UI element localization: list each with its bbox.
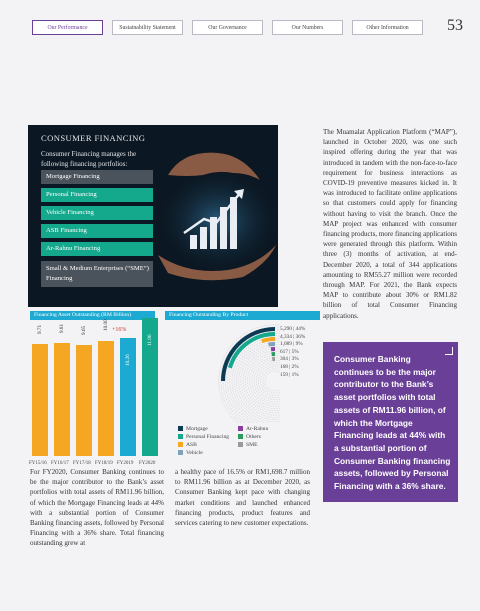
bar-value-label: 11.96: [147, 334, 153, 347]
legend-item: [178, 426, 208, 432]
donut-value-label: 304 | 3%: [280, 356, 299, 363]
portfolio-item: Mortgage Financing: [41, 170, 153, 184]
portfolio-item: Ar-Rahnu Financing: [41, 242, 153, 256]
bar-value-label: 10.00: [103, 319, 109, 331]
nav-sustainability-statement[interactable]: Sustainability Statement: [112, 20, 183, 35]
bar-value-label: 9.65: [81, 325, 87, 336]
legend-label: SME: [246, 442, 258, 448]
x-tick-label: FY2019: [117, 461, 134, 466]
donut-gridline: [263, 369, 280, 393]
bar-value-label: 9.71: [37, 325, 43, 335]
nav-our-performance[interactable]: Our Performance: [32, 20, 103, 35]
left-paragraph: For FY2020, Consumer Banking continues to be the major contributor to the Bank’s asset portfolios with total assets of RM11.96 billion, of which the Mortgage Financing leads at 44% with a substantial portion of Consumer Banking financing assets, followed by Personal Financing with a 36% share. Total financing outstanding grew at: [30, 468, 164, 548]
donut-value-label: 168 | 2%: [280, 364, 299, 370]
callout-text: Consumer Banking continues to be the major contributor to the Bank’s asset portfolios with total assets of RM11.96 billion, of which the Mortgage Financing leads at 44% with a substantial portion of Consumer Banking financing assets, followed by Personal Financing with a 36% share.: [334, 354, 451, 492]
page-number: 53: [447, 17, 463, 34]
bar: [98, 341, 114, 456]
bar-value-label: 10.26: [125, 354, 131, 366]
nav-our-governance[interactable]: Our Governance: [192, 20, 263, 35]
legend-item: [238, 434, 261, 440]
portfolio-item: Vehicle Financing: [41, 206, 153, 220]
nav-other-information[interactable]: Other Information: [352, 20, 423, 35]
growth-annotation: +16%: [112, 327, 127, 333]
x-tick-label: FY16/17: [51, 461, 69, 466]
portfolio-item: ASB Financing: [41, 224, 153, 238]
legend-swatch: [178, 450, 183, 455]
map-paragraph: The Muamalat Application Platform (“MAP”), launched in October 2020, was one such inspired offering during the year that was introduced in tandem with the non-face-to-face requirement for business interactions as COVID-19 preventive measures kicked in. It was introduced to facilitate online applications so that customers could apply for financing without having to visit the branch. Once the MAP project was enhanced with consumer financing products, more financing applications were generated through this platform. Within three (3) months of activation, at end-December 2020, a total of 344 applications amounting to RM55.27 million were recorded through MAP. For 2021, the Bank expects MAP to contribute about 30% or RM1.82 billion of total Consumer Financing applications.: [323, 128, 457, 320]
portfolio-item: Small & Medium Enterprises (“SME”) Financing: [41, 261, 153, 287]
donut-gridline: [256, 362, 280, 400]
donut-value-label: 5,290 | 44%: [280, 326, 306, 332]
legend-item: [238, 442, 258, 448]
legend-swatch: [238, 426, 243, 431]
bar: [32, 344, 48, 456]
legend-label: Ar-Rahnu: [246, 426, 269, 432]
bar-value-label: 9.81: [59, 324, 65, 334]
x-tick-label: FY18/19: [95, 461, 113, 466]
hero-intro: Consumer Financing manages the following financing portfolios:: [41, 150, 137, 168]
legend-swatch: [238, 442, 243, 447]
legend-label: Vehicle: [186, 450, 203, 456]
portfolio-item: Personal Financing: [41, 188, 153, 202]
legend-label: Mortgage: [186, 426, 208, 432]
donut-chart-title: Financing Outstanding By Product: [165, 311, 320, 320]
legend-swatch: [178, 426, 183, 431]
donut-value-label: 1,089 | 9%: [280, 341, 303, 348]
hero-panel: [28, 125, 278, 307]
legend-swatch: [178, 434, 183, 439]
x-tick-label: FY2020: [139, 461, 156, 466]
bar-chart-title: Financing Asset Outstanding (RM Billion): [30, 311, 155, 320]
legend-label: Personal Financing: [186, 434, 230, 440]
donut-arc: [262, 339, 275, 341]
hands-growth-illustration: [148, 135, 278, 285]
donut-arc: [223, 329, 275, 381]
donut-arc: [268, 344, 275, 345]
donut-gridline: [254, 360, 280, 402]
nav-our-numbers[interactable]: Our Numbers: [272, 20, 343, 35]
bar: [76, 345, 92, 456]
legend-swatch: [238, 434, 243, 439]
middle-paragraph: a healthy pace of 16.5% or RM1,698.7 million to RM11.96 billion as at December 2020, as Consumer Banking kept pace with changing market conditions and launched enhanced financing products, product features and services catering to new customer expectations.: [175, 468, 310, 528]
legend-item: [178, 450, 203, 456]
donut-value-label: 159 | 1%: [280, 371, 299, 378]
donut-value-label: 4,334 | 36%: [280, 333, 306, 340]
x-tick-label: FY17/18: [73, 461, 91, 466]
legend-item: [238, 426, 268, 432]
legend-swatch: [178, 442, 183, 447]
legend-item: [178, 442, 197, 448]
donut-gridline: [258, 364, 280, 397]
legend-label: Others: [246, 434, 261, 440]
donut-value-label: 617 | 5%: [280, 348, 299, 355]
x-tick-label: FY15/16: [29, 461, 47, 466]
legend-label: ASB: [186, 442, 197, 448]
donut-gridline: [265, 371, 280, 391]
callout-box: [323, 342, 458, 502]
bar: [54, 343, 70, 456]
legend-item: [178, 434, 229, 440]
hero-title: CONSUMER FINANCING: [41, 133, 146, 143]
donut-chart: [170, 323, 280, 423]
